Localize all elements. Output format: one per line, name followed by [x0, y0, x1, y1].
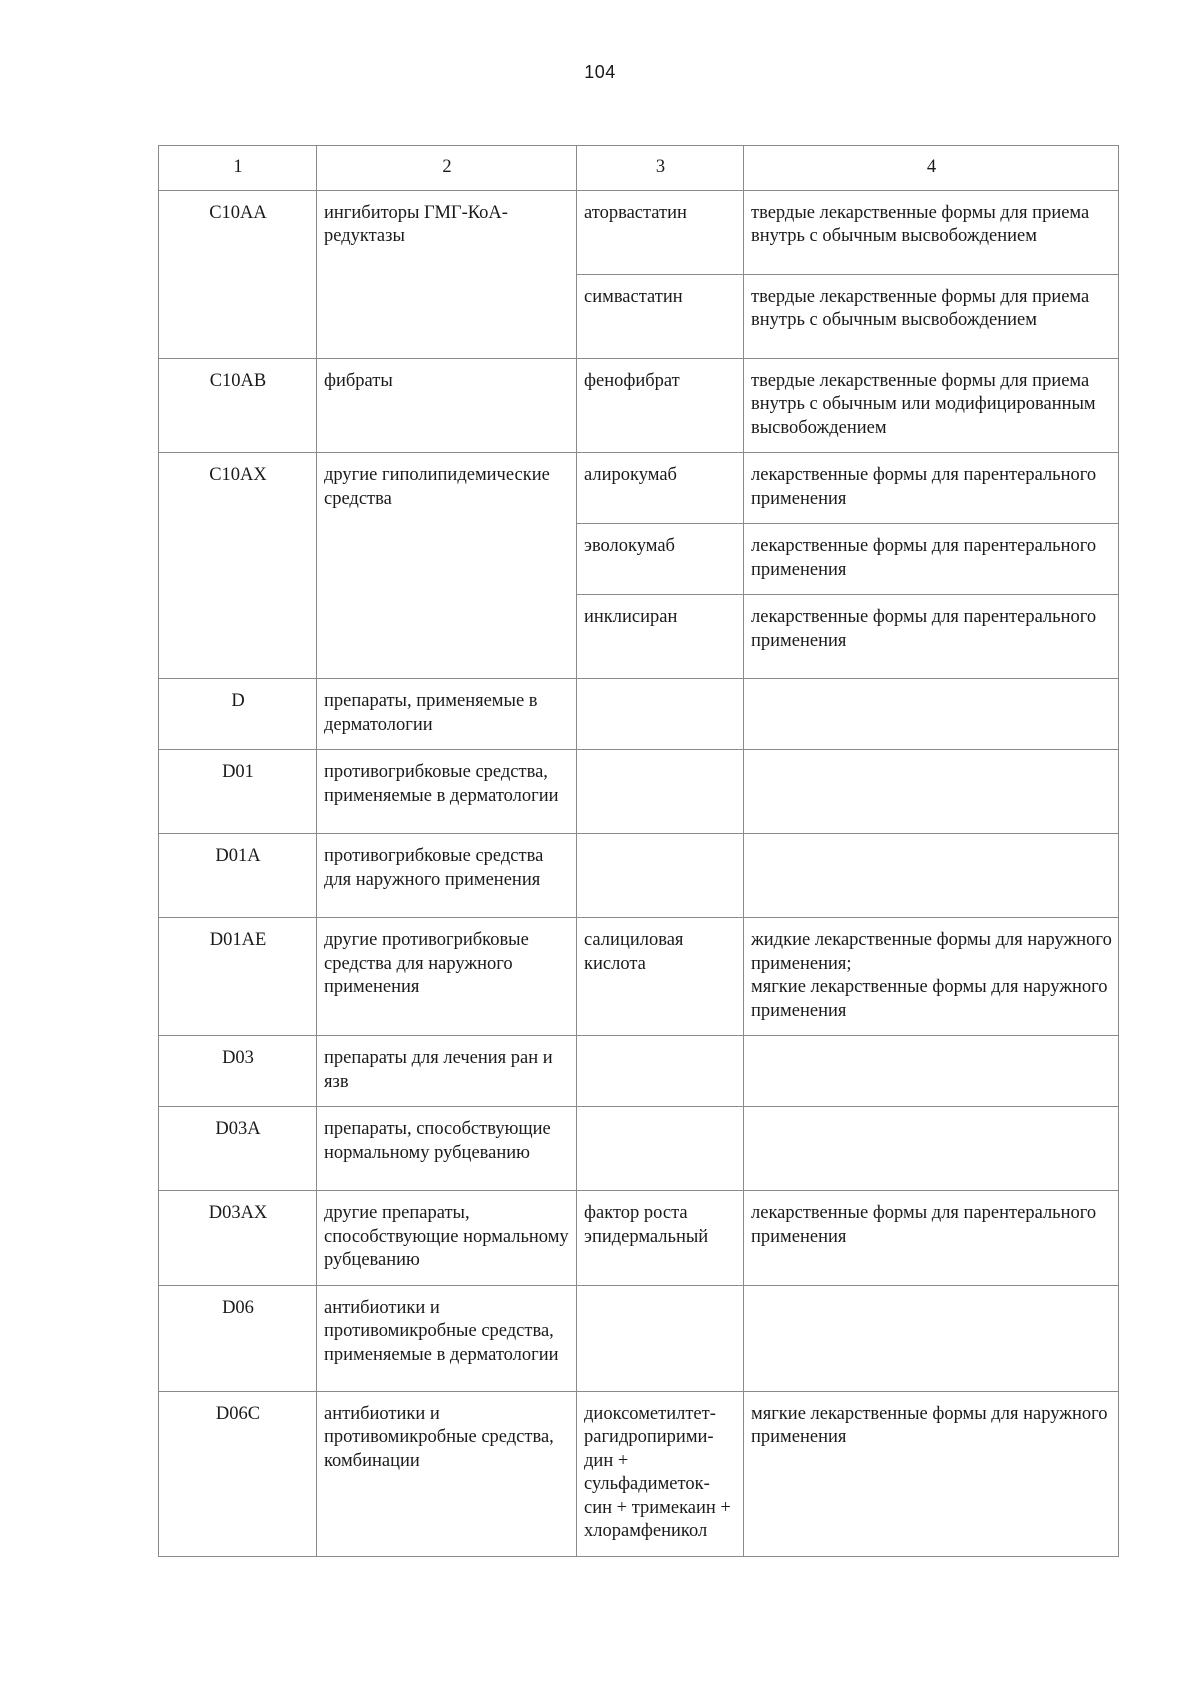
column-header: 2: [317, 146, 577, 191]
dosage-form: лекарственные формы для парентерального применения: [744, 595, 1119, 679]
drug-name: алирокумаб: [577, 453, 744, 524]
atc-code: D01: [159, 750, 317, 834]
column-header: 4: [744, 146, 1119, 191]
table-row: [159, 750, 1119, 834]
dosage-form: [744, 834, 1119, 918]
drug-name: инклисиран: [577, 595, 744, 679]
atc-code: D: [159, 679, 317, 750]
dosage-form-line: мягкие лекарственные формы для наружного применения: [751, 977, 1108, 1021]
group-name: другие препараты, способствующие нормальному рубцеванию: [317, 1191, 577, 1286]
group-name: другие противогрибковые средства для наружного применения: [317, 918, 577, 1036]
drug-name: [577, 1285, 744, 1391]
dosage-form: лекарственные формы для парентерального применения: [744, 524, 1119, 595]
drug-name: [577, 679, 744, 750]
dosage-form: [744, 750, 1119, 834]
atc-code: D01AE: [159, 918, 317, 1036]
atc-code: C10AX: [159, 453, 317, 679]
atc-code: D03AX: [159, 1191, 317, 1286]
drug-name: эволокумаб: [577, 524, 744, 595]
group-name: антибиотики и противомикробные средства, комбинации: [317, 1391, 577, 1556]
table-row: [159, 679, 1119, 750]
atc-code: D01A: [159, 834, 317, 918]
group-name: препараты, применяемые в дерматологии: [317, 679, 577, 750]
table-row: [159, 358, 1119, 453]
group-name: противогрибковые средства, применяемые в дерматологии: [317, 750, 577, 834]
group-name: фибраты: [317, 358, 577, 453]
dosage-form: твердые лекарственные формы для приема внутрь с обычным высвобождением: [744, 190, 1119, 274]
dosage-form: [744, 918, 1119, 1036]
group-name: препараты, способствующие нормальному рубцеванию: [317, 1107, 577, 1191]
page-number: 104: [584, 62, 616, 82]
dosage-form: твердые лекарственные формы для приема внутрь с обычным или модифицированным высвобождением: [744, 358, 1119, 453]
group-name: противогрибковые средства для наружного применения: [317, 834, 577, 918]
table-row: [159, 1285, 1119, 1391]
table-row: [159, 190, 1119, 274]
drug-table: [158, 145, 1119, 1557]
dosage-form: лекарственные формы для парентерального применения: [744, 453, 1119, 524]
drug-name: [577, 1107, 744, 1191]
atc-code: D06: [159, 1285, 317, 1391]
atc-code: D03A: [159, 1107, 317, 1191]
atc-code: C10AA: [159, 190, 317, 358]
drug-name: [577, 750, 744, 834]
dosage-form: твердые лекарственные формы для приема внутрь с обычным высвобождением: [744, 274, 1119, 358]
drug-name: аторвастатин: [577, 190, 744, 274]
table-row: [159, 1107, 1119, 1191]
dosage-form-line: жидкие лекарственные формы для наружного применения;: [751, 930, 1112, 974]
table-row: [159, 1391, 1119, 1556]
column-header: 1: [159, 146, 317, 191]
drug-name: салициловая кислота: [577, 918, 744, 1036]
column-header: 3: [577, 146, 744, 191]
drug-name: [577, 1036, 744, 1107]
table-row: [159, 1036, 1119, 1107]
table-header-row: [159, 146, 1119, 191]
group-name: препараты для лечения ран и язв: [317, 1036, 577, 1107]
table-row: [159, 834, 1119, 918]
table-row: [159, 1191, 1119, 1286]
dosage-form: [744, 1107, 1119, 1191]
drug-name: [577, 834, 744, 918]
dosage-form: мягкие лекарственные формы для наружного применения: [744, 1391, 1119, 1556]
dosage-form: [744, 679, 1119, 750]
group-name: другие гиполипидемические средства: [317, 453, 577, 679]
group-name: ингибиторы ГМГ-КоА-редуктазы: [317, 190, 577, 358]
drug-name: симвастатин: [577, 274, 744, 358]
drug-name: фенофибрат: [577, 358, 744, 453]
drug-name: диоксометилтет-рагидропирими-дин + сульфадиметок-син + тримекаин + хлорамфеникол: [577, 1391, 744, 1556]
table-row: [159, 453, 1119, 524]
group-name: антибиотики и противомикробные средства, применяемые в дерматологии: [317, 1285, 577, 1391]
table-row: [159, 918, 1119, 1036]
dosage-form: лекарственные формы для парентерального применения: [744, 1191, 1119, 1286]
atc-code: D03: [159, 1036, 317, 1107]
atc-code: D06C: [159, 1391, 317, 1556]
atc-code: C10AB: [159, 358, 317, 453]
drug-name: фактор роста эпидермальный: [577, 1191, 744, 1286]
dosage-form: [744, 1285, 1119, 1391]
dosage-form: [744, 1036, 1119, 1107]
